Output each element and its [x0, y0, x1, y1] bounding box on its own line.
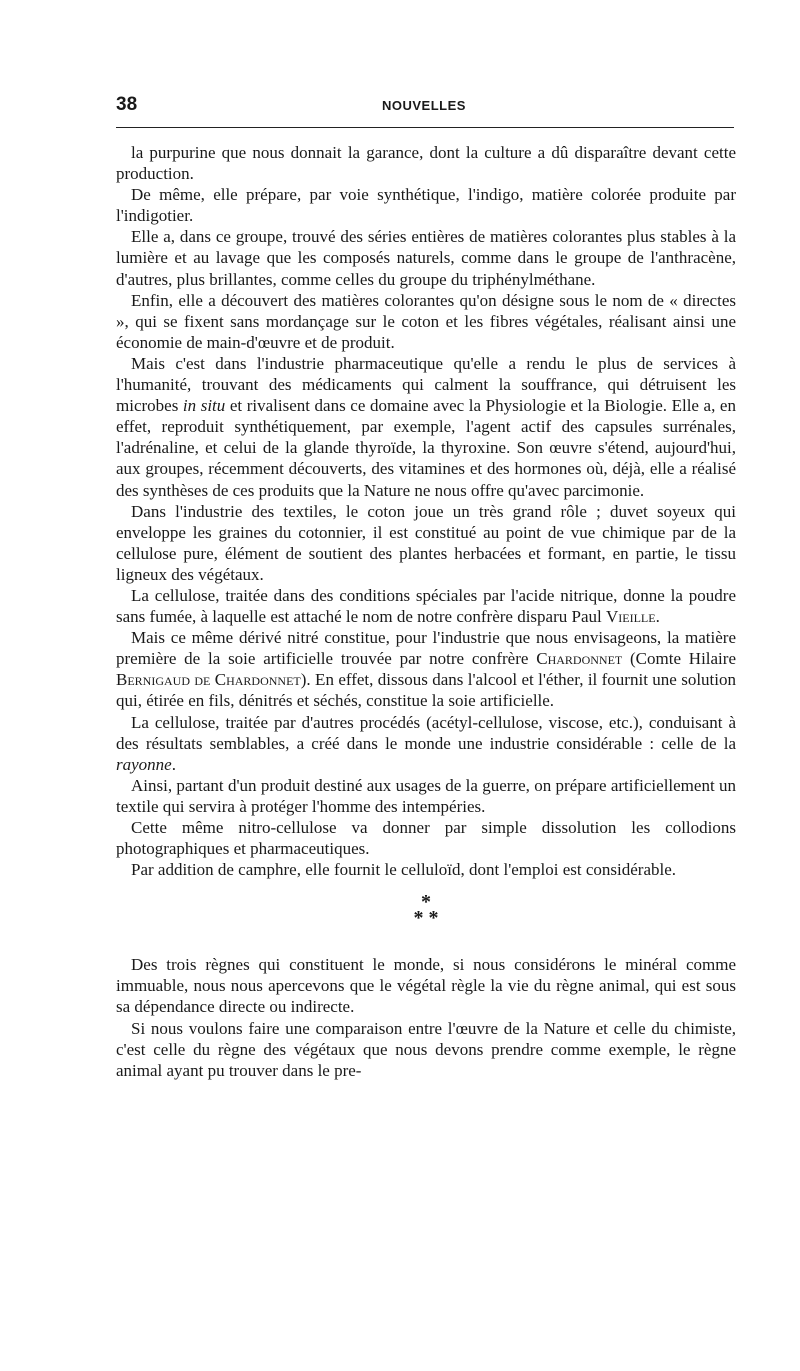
header-rule	[116, 127, 734, 128]
paragraph	[116, 353, 736, 501]
page-header	[116, 94, 736, 122]
paragraph	[116, 712, 736, 775]
italic-text: in situ	[182, 396, 226, 416]
text-run: La cellulose, traitée par d'autres procédés (acétyl-cellulose, viscose, etc.), conduisant à des résultats semblables, a créé dans le monde une industrie considérable : celle de la	[116, 712, 736, 753]
paragraph: la purpurine que nous donnait la garance, dont la culture a dû disparaître devant cette production.	[116, 143, 736, 184]
asterisk-bottom: * *	[413, 907, 439, 930]
text-run: .	[655, 607, 660, 627]
small-caps-name: Bernigaud de Chardonnet	[116, 670, 301, 690]
section-separator	[116, 891, 736, 930]
paragraph	[116, 585, 736, 627]
text-run: et rivalisent dans ce domaine avec la Physiologie et la Biologie. Elle a, en effet, reproduit synthétiquement, par exemple, l'agent actif des capsules surrénales, l'adrénaline, et celui de la glande thyroïde, la thyroxine. Son œuvre s'étend, aujourd'hui, aux groupes, récemment découverts, des vitamines et des hormones où, déjà, elle a réalisé des synthèses de ces produits que la Nature ne nous offre qu'avec parcimonie.	[116, 396, 736, 500]
text-run: La cellulose, traitée dans des conditions spéciales par l'acide nitrique, donne la poudre sans fumée, à laquelle est attaché le nom de notre confrère disparu Paul	[116, 585, 736, 627]
text-run: Mais c'est dans l'industrie pharmaceutique qu'elle a rendu le plus de services à l'humanité, trouvant des médicaments qui calment la souffrance, qui détruisent les microbes	[116, 353, 736, 416]
page-number: 38	[116, 94, 138, 115]
paragraph: De même, elle prépare, par voie synthétique, l'indigo, matière colorée produite par l'indigotier.	[116, 185, 736, 226]
paragraph: Si nous voulons faire une comparaison entre l'œuvre de la Nature et celle du chimiste, c'est celle du règne des végétaux que nous devons prendre comme exemple, le règne animal ayant pu trouver dans le pre-	[116, 1018, 736, 1080]
paragraph: Enfin, elle a découvert des matières colorantes qu'on désigne sous le nom de « directes », qui se fixent sans mordançage sur le coton et les fibres végétales, réalisant ainsi une économie de main-d'œuvre et de produit.	[116, 290, 736, 352]
paragraph: Dans l'industrie des textiles, le coton joue un très grand rôle ; duvet soyeux qui enveloppe les graines du cotonnier, il est constitué au point de vue chimique par de la cellulose pure, élément de soutient des plantes herbacées et formant, en partie, le tissu ligneux des végétaux.	[116, 501, 736, 584]
small-caps-name: Vieille	[605, 607, 656, 627]
paragraph: Elle a, dans ce groupe, trouvé des séries entières de matières colorantes plus stables à la lumière et au lavage que les composés naturels, comme dans le groupe de l'anthracène, d'autres, plus brillantes, comme celles du groupe du triphénylméthane.	[116, 227, 736, 289]
body-text	[116, 142, 736, 1081]
asterisk-top: *	[421, 891, 431, 914]
small-caps-name: Chardonnet	[536, 649, 623, 669]
paragraph: Ainsi, partant d'un produit destiné aux usages de la guerre, on prépare artificiellement un textile qui servira à protéger l'homme des intempéries.	[116, 775, 736, 816]
text-run: (Comte Hilaire	[622, 649, 736, 669]
text-run: Mais ce même dérivé nitré constitue, pour l'industrie que nous envisageons, la matière première de la soie artificielle trouvée par notre confrère	[116, 628, 736, 669]
text-run: .	[171, 754, 176, 774]
paragraph: Cette même nitro-cellulose va donner par simple dissolution les collodions photographiques et pharmaceutiques.	[116, 818, 736, 859]
paragraph: Par addition de camphre, elle fournit le celluloïd, dont l'emploi est considérable.	[131, 860, 677, 880]
italic-text: rayonne	[116, 754, 172, 774]
paragraph	[116, 627, 736, 711]
paragraph: Des trois règnes qui constituent le monde, si nous considérons le minéral comme immuable, nous nous apercevons que le végétal règle la vie du règne animal, qui est sous sa dépendance directe ou indirecte.	[116, 955, 736, 1017]
running-title: NOUVELLES	[382, 98, 466, 113]
text-run: ). En effet, dissous dans l'alcool et l'éther, il fournit une solution qui, étirée en fils, dénitrés et séchés, constitue la soie artificielle.	[116, 670, 737, 711]
